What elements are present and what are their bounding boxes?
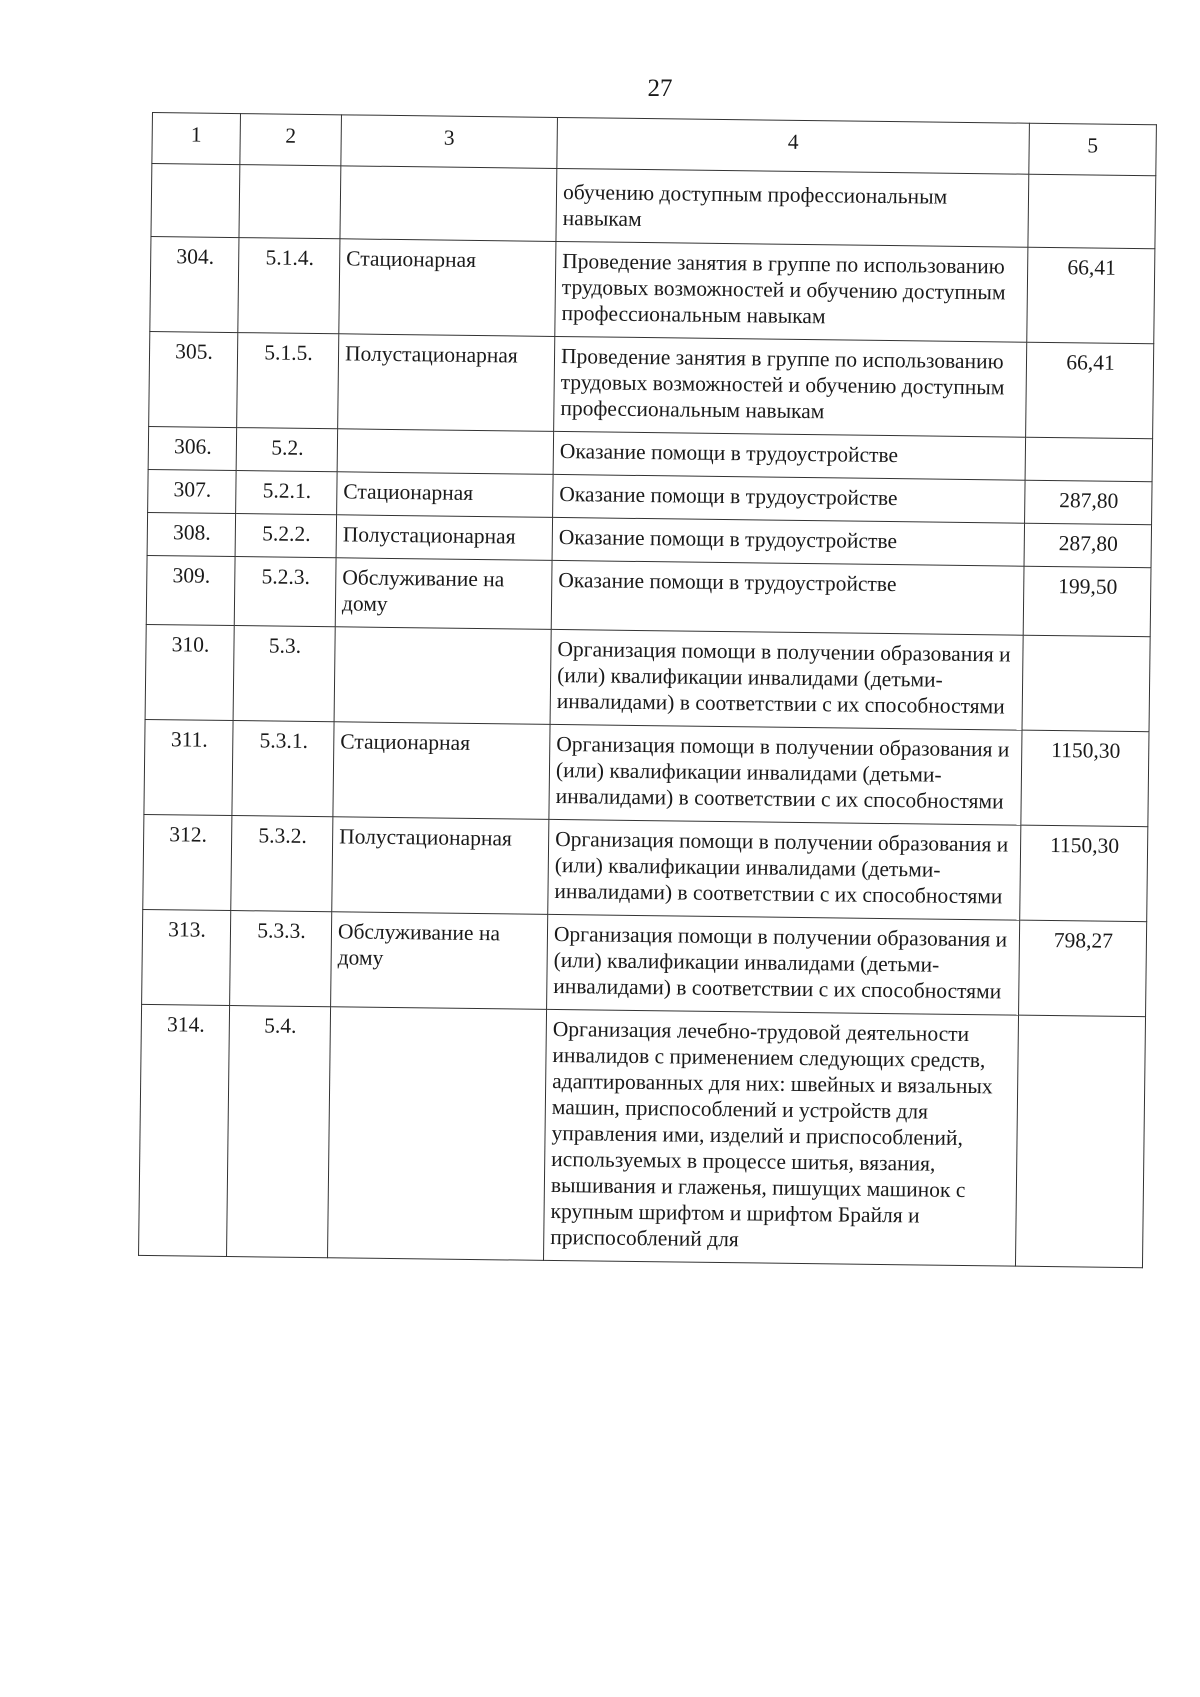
service-description: Оказание помощи в трудоустройстве	[553, 431, 1025, 480]
service-description: Организация помощи в получении образования и (или) квалификации инвалидами (детьми-инвалидами) в соответствии с их способностями	[549, 724, 1022, 825]
service-price: 287,80	[1025, 480, 1153, 525]
column-header-2: 2	[240, 114, 342, 166]
row-number: 304.	[150, 236, 239, 332]
row-number: 310.	[145, 624, 234, 720]
service-form: Полустационарная	[338, 334, 555, 432]
table-row	[150, 236, 1155, 343]
column-header-3: 3	[341, 115, 558, 169]
table-row	[139, 1004, 1146, 1267]
page-number: 27	[647, 75, 673, 102]
service-code: 5.2.1.	[236, 471, 338, 515]
service-price	[1028, 174, 1156, 249]
service-description: Оказание помощи в трудоустройстве	[552, 517, 1024, 566]
service-code: 5.2.3.	[234, 557, 336, 627]
service-form	[334, 627, 551, 725]
service-price	[1025, 437, 1153, 482]
service-description: Проведение занятия в группе по использованию трудовых возможностей и обучению доступным профессиональным навыкам	[554, 336, 1027, 437]
table-body	[139, 164, 1156, 1268]
service-code: 5.1.5.	[237, 333, 339, 429]
table-row	[151, 164, 1156, 249]
table-row	[145, 624, 1150, 731]
service-form: Стационарная	[337, 472, 554, 518]
table-row	[142, 909, 1147, 1016]
row-number: 308.	[147, 512, 236, 556]
service-description: Организация помощи в получении образования и (или) квалификации инвалидами (детьми-инвалидами) в соответствии с их способностями	[548, 819, 1021, 920]
service-description: Оказание помощи в трудоустройстве	[553, 474, 1025, 523]
service-description: Проведение занятия в группе по использованию трудовых возможностей и обучению доступным профессиональным навыкам	[555, 241, 1028, 342]
service-price: 287,80	[1024, 523, 1152, 568]
service-price: 798,27	[1019, 920, 1147, 1017]
service-code: 5.3.1.	[232, 721, 334, 817]
service-code: 5.3.3.	[230, 911, 332, 1007]
service-code: 5.3.2.	[231, 816, 333, 912]
service-description: Организация лечебно-трудовой деятельности инвалидов с применением следующих средств, адаптированных для них: швейных и вязальных машин, приспособлений и устройств для управления ими, изделий и приспособлений, используемых в процессе шитья, вязания, вышивания и глаженья, пишущих машинок с крупным шрифтом и шрифтом Брайля и приспособлений для	[543, 1009, 1018, 1266]
service-price: 1150,30	[1020, 825, 1148, 922]
column-header-1: 1	[152, 113, 241, 165]
service-form: Полустационарная	[332, 817, 549, 915]
service-form: Обслуживание на дому	[335, 558, 552, 630]
service-form: Полустационарная	[336, 515, 553, 561]
row-number	[151, 164, 240, 238]
row-number: 309.	[146, 555, 235, 625]
service-price: 66,41	[1026, 342, 1154, 439]
service-price: 66,41	[1027, 247, 1155, 344]
table-row	[149, 331, 1154, 438]
row-number: 314.	[139, 1004, 230, 1256]
row-number: 312.	[143, 814, 232, 910]
table-row	[143, 814, 1148, 921]
row-number: 311.	[144, 719, 233, 815]
row-number: 307.	[148, 469, 237, 513]
service-code: 5.2.2.	[235, 514, 337, 558]
service-price	[1022, 635, 1150, 732]
service-form: Стационарная	[339, 239, 556, 337]
service-description: Организация помощи в получении образования и (или) квалификации инвалидами (детьми-инвалидами) в соответствии с их способностями	[550, 629, 1023, 730]
service-code: 5.3.	[233, 626, 335, 722]
document-sheet	[138, 112, 1156, 1268]
services-table	[138, 112, 1157, 1268]
service-code	[239, 165, 341, 239]
service-form	[328, 1007, 547, 1261]
service-price: 1150,30	[1021, 730, 1149, 827]
service-form	[340, 166, 557, 242]
service-form: Стационарная	[333, 722, 550, 820]
column-header-5: 5	[1029, 123, 1157, 176]
service-code: 5.2.	[236, 428, 338, 472]
table-row	[144, 719, 1149, 826]
row-number: 305.	[149, 331, 238, 427]
service-form: Обслуживание на дому	[331, 912, 548, 1010]
service-description: Оказание помощи в трудоустройстве	[551, 560, 1024, 635]
service-description: Организация помощи в получении образования и (или) квалификации инвалидами (детьми-инвалидами) в соответствии с их способностями	[547, 914, 1020, 1015]
row-number: 313.	[142, 909, 231, 1005]
service-form	[337, 429, 554, 475]
row-number: 306.	[148, 426, 237, 470]
service-description: обучению доступным профессиональным навыкам	[556, 168, 1029, 247]
service-code: 5.4.	[227, 1006, 331, 1258]
service-price	[1015, 1015, 1145, 1268]
column-header-4: 4	[557, 117, 1030, 174]
service-code: 5.1.4.	[238, 238, 340, 334]
service-price: 199,50	[1023, 566, 1151, 637]
table-row	[146, 555, 1151, 636]
